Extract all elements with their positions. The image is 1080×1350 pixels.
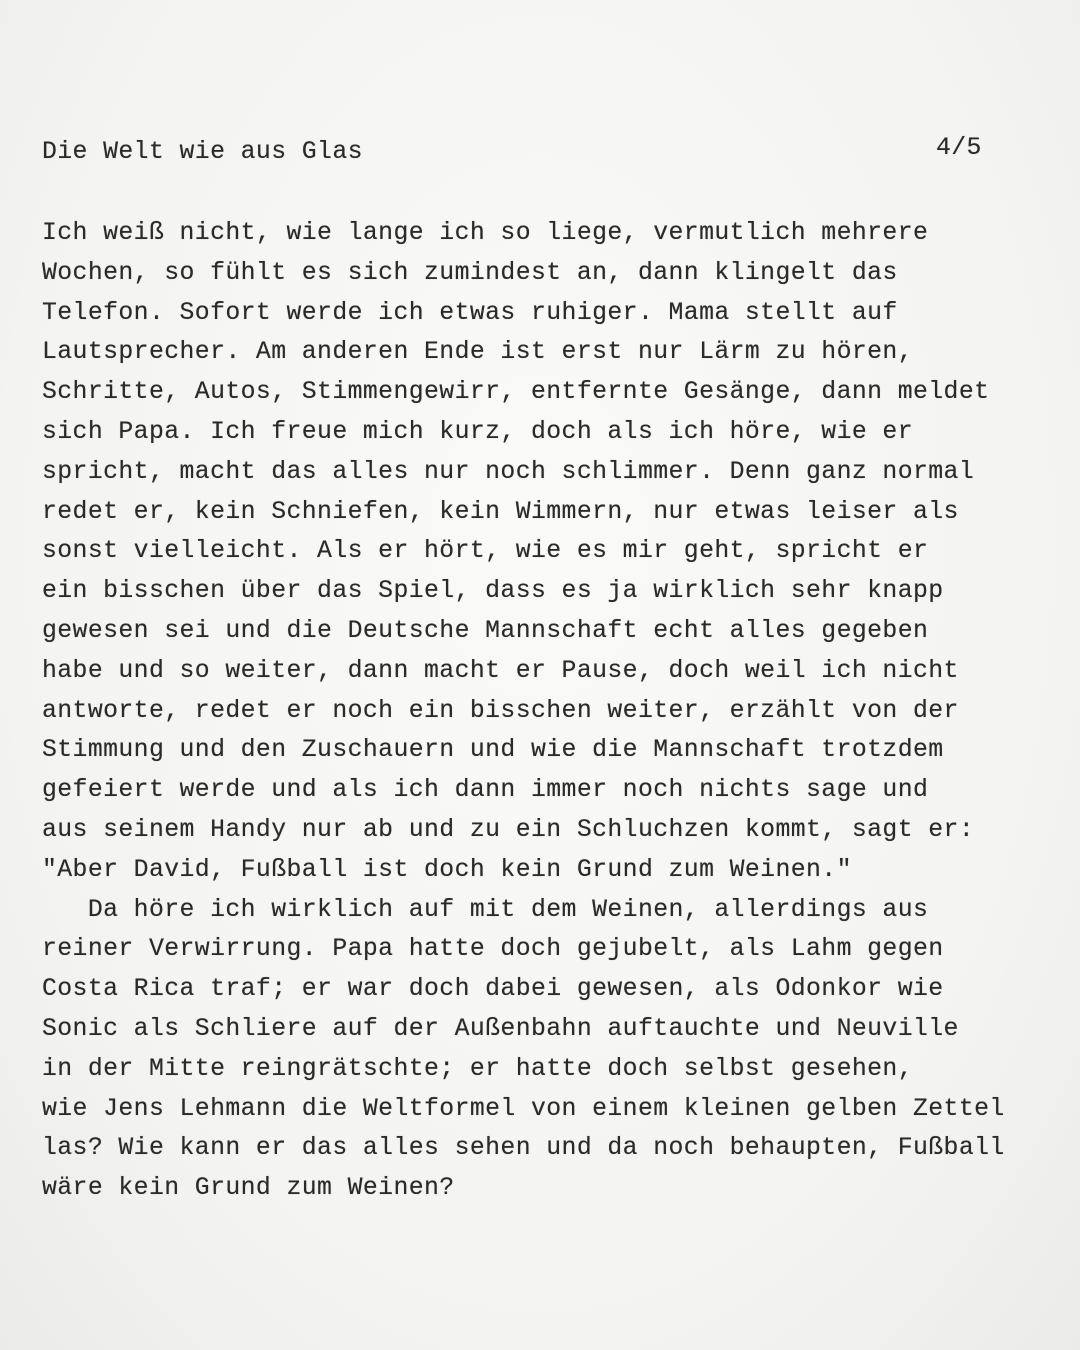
text-line: Costa Rica traf; er war doch dabei gewesen, als Odonkor wie <box>42 975 944 1004</box>
document-title: Die Welt wie aus Glas <box>42 138 363 166</box>
text-line: Schritte, Autos, Stimmengewirr, entfernte Gesänge, dann meldet <box>42 378 990 407</box>
text-line: Telefon. Sofort werde ich etwas ruhiger. Mama stellt auf <box>42 298 898 327</box>
text-line: aus seinem Handy nur ab und zu ein Schluchzen kommt, sagt er: <box>42 815 975 844</box>
text-line: gefeiert werde und als ich dann immer noch nichts sage und <box>42 776 929 805</box>
text-line: reiner Verwirrung. Papa hatte doch gejubelt, als Lahm gegen <box>42 935 944 964</box>
text-line: spricht, macht das alles nur noch schlimmer. Denn ganz normal <box>42 457 975 486</box>
text-line: sich Papa. Ich freue mich kurz, doch als ich höre, wie er <box>42 417 913 446</box>
text-line: Lautsprecher. Am anderen Ende ist erst nur Lärm zu hören, <box>42 338 913 367</box>
text-line: Ich weiß nicht, wie lange ich so liege, vermutlich mehrere <box>42 219 929 247</box>
text-line: redet er, kein Schniefen, kein Wimmern, nur etwas leiser als <box>42 497 959 526</box>
text-line: antworte, redet er noch ein bisschen weiter, erzählt von der <box>42 696 959 725</box>
text-line: wie Jens Lehmann die Weltformel von einem kleinen gelben Zettel <box>42 1094 1005 1123</box>
text-line: "Aber David, Fußball ist doch kein Grund zum Weinen." <box>42 855 852 884</box>
text-line: habe und so weiter, dann macht er Pause, doch weil ich nicht <box>42 656 959 685</box>
text-line: sonst vielleicht. Als er hört, wie es mir geht, spricht er <box>42 537 929 566</box>
text-line: ein bisschen über das Spiel, dass es ja wirklich sehr knapp <box>42 577 944 606</box>
text-line: Da höre ich wirklich auf mit dem Weinen, allerdings aus <box>42 895 929 924</box>
text-line: gewesen sei und die Deutsche Mannschaft echt alles gegeben <box>42 616 929 645</box>
text-line: las? Wie kann er das alles sehen und da noch behaupten, Fußball <box>42 1134 1005 1163</box>
text-line: wäre kein Grund zum Weinen? <box>42 1174 455 1203</box>
text-line: in der Mitte reingrätschte; er hatte doch selbst gesehen, <box>42 1054 913 1083</box>
body-text <box>42 214 1072 1209</box>
page-number: 4/5 <box>936 134 982 162</box>
text-line: Wochen, so fühlt es sich zumindest an, dann klingelt das <box>42 258 898 287</box>
text-line: Sonic als Schliere auf der Außenbahn auftauchte und Neuville <box>42 1014 959 1043</box>
text-line: Stimmung und den Zuschauern und wie die Mannschaft trotzdem <box>42 736 944 765</box>
